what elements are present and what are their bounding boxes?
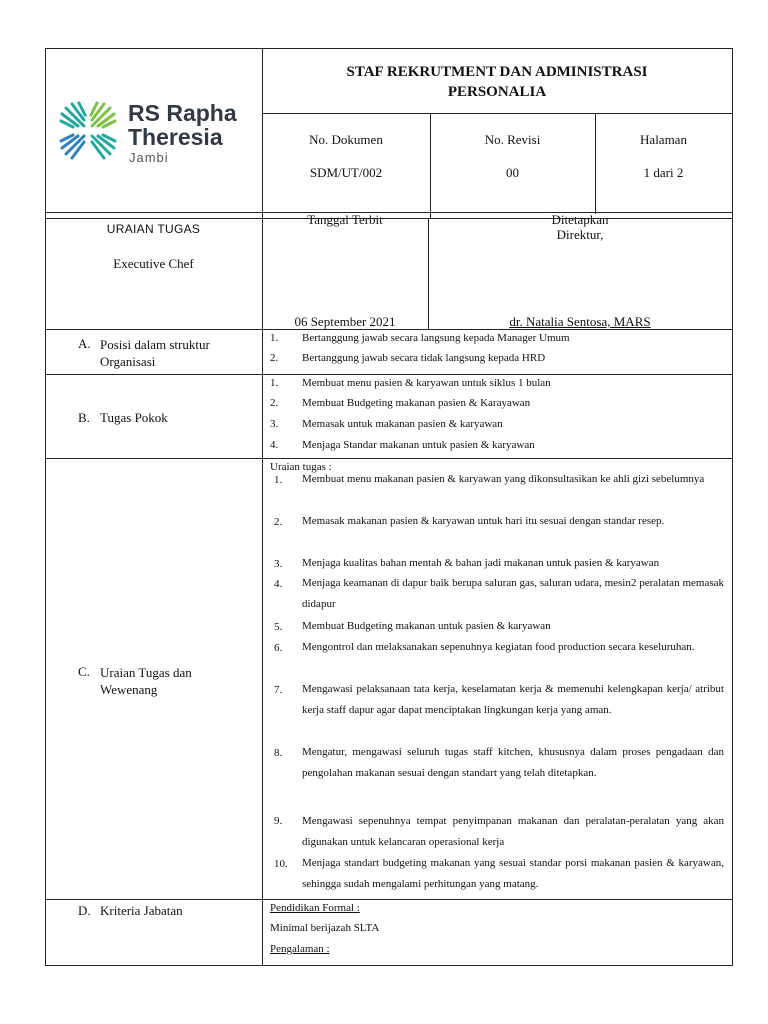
document-title xyxy=(262,62,732,102)
list-item: Membuat Budgeting makanan pasien & Karayawan xyxy=(302,397,531,409)
list-number: 7. xyxy=(274,684,283,696)
list-number: 3. xyxy=(274,558,283,570)
cross-leaf-icon xyxy=(56,98,120,164)
list-number: 1. xyxy=(270,377,279,389)
list-number: 4. xyxy=(274,578,283,590)
border-right xyxy=(732,48,733,966)
doc-number-value: SDM/UT/002 xyxy=(309,165,383,180)
border-bottom xyxy=(45,965,733,966)
issue-date-label: Tanggal Terbit xyxy=(307,212,383,227)
list-item: Mengawasi sepenuhnya tempat penyimpanan makanan dan peralatan-peralatan yang akan digunakan untuk kelancaran operasional kerja xyxy=(302,815,724,848)
doc-number-label: No. Dokumen xyxy=(309,132,383,147)
list-number: 5. xyxy=(274,621,283,633)
section-a-letter: A. xyxy=(78,336,91,351)
approved-role: Direktur, xyxy=(556,227,604,242)
section-c-label: Uraian Tugas dan Wewenang xyxy=(100,665,192,697)
section-b-letter: B. xyxy=(78,410,90,425)
page-value: 1 dari 2 xyxy=(643,165,684,180)
list-item: Mengontrol dan melaksanakan sepenuhnya kegiatan food production secara keseluruhan. xyxy=(302,641,695,653)
logo-city: Jambi xyxy=(129,150,169,165)
list-item: Bertanggung jawab secara langsung kepada Manager Umum xyxy=(302,332,570,344)
list-number: 6. xyxy=(274,642,283,654)
list-number: 2. xyxy=(274,516,283,528)
approved-label: Ditetapkan xyxy=(551,212,609,227)
list-item: Membuat menu pasien & karyawan untuk siklus 1 bulan xyxy=(302,377,551,389)
border-left xyxy=(45,48,46,966)
list-number: 3. xyxy=(270,418,279,430)
list-item: Membuat menu makanan pasien & karyawan yang dikonsultasikan ke ahli gizi sebelumnya xyxy=(302,473,705,485)
title-line1: STAF REKRUTMENT DAN ADMINISTRASI xyxy=(346,64,648,80)
divider xyxy=(45,899,733,900)
revision-value: 00 xyxy=(506,165,519,180)
list-item: Menjaga standart budgeting makanan yang sesuai standar porsi makanan pasien & karyawan, sehingga sudah mengalami perhitungan yang matang. xyxy=(302,857,724,890)
approver-name: dr. Natalia Sentosa, MARS xyxy=(509,314,651,329)
list-number: 1. xyxy=(274,474,283,486)
list-item: Menjaga kualitas bahan mentah & bahan jadi makanan untuk pasien & karyawan xyxy=(302,557,660,569)
list-item: Mengatur, mengawasi seluruh tugas staff kitchen, khususnya dalam proses pengadaan dan pengolahan makanan sesuai dengan standart yang telah ditetapkan. xyxy=(302,746,724,779)
list-number: 9. xyxy=(274,815,283,827)
job-title: Executive Chef xyxy=(113,256,194,271)
divider xyxy=(262,113,732,114)
section-c-letter: C. xyxy=(78,664,90,679)
section-d-label: Kriteria Jabatan xyxy=(100,903,183,918)
list-item: Menjaga Standar makanan untuk pasien & karyawan xyxy=(302,439,535,451)
education-label: Pendidikan Formal : xyxy=(270,902,360,914)
experience-label: Pengalaman : xyxy=(270,943,330,955)
section-b-label: Tugas Pokok xyxy=(100,410,168,425)
section-a-label: Posisi dalam struktur Organisasi xyxy=(100,337,210,369)
list-number: 4. xyxy=(270,439,279,451)
list-number: 10. xyxy=(274,858,288,870)
list-item: Memasak makanan pasien & karyawan untuk hari itu sesuai dengan standar resep. xyxy=(302,515,665,527)
list-item: Memasak untuk makanan pasien & karyawan xyxy=(302,418,503,430)
revision-label: No. Revisi xyxy=(484,132,541,147)
divider xyxy=(45,374,733,375)
divider xyxy=(45,458,733,459)
issue-date-value: 06 September 2021 xyxy=(294,314,396,329)
list-number: 1. xyxy=(270,332,279,344)
list-number: 2. xyxy=(270,352,279,364)
logo-name-line1: RS Rapha xyxy=(128,100,237,126)
hospital-logo xyxy=(56,98,256,168)
list-item: Mengawasi pelaksanaan tata kerja, keselamatan kerja & memenuhi kelengkapan kerja/ atribut kerja staff dapur agar dapat menciptakan lingkungan kerja yang aman. xyxy=(302,683,724,716)
list-item: Menjaga keamanan di dapur baik berupa saluran gas, saluran udara, mesin2 peralatan memasak didapur xyxy=(302,577,724,610)
border-top xyxy=(45,48,733,49)
list-item: Bertanggung jawab secara tidak langsung kepada HRD xyxy=(302,352,546,364)
list-number: 2. xyxy=(270,397,279,409)
divider xyxy=(262,218,263,329)
duties-intro: Uraian tugas : xyxy=(270,461,332,473)
list-number: 8. xyxy=(274,747,283,759)
section-d-letter: D. xyxy=(78,903,91,918)
divider xyxy=(262,329,263,966)
list-item: Membuat Budgeting makanan untuk pasien & karyawan xyxy=(302,620,551,632)
page-label: Halaman xyxy=(640,132,687,147)
title-line2: PERSONALIA xyxy=(447,84,547,100)
logo-name-line2: Theresia xyxy=(128,124,223,150)
education-value: Minimal berijazah SLTA xyxy=(270,922,380,934)
left-title: URAIAN TUGAS xyxy=(106,222,201,236)
divider xyxy=(595,113,596,214)
